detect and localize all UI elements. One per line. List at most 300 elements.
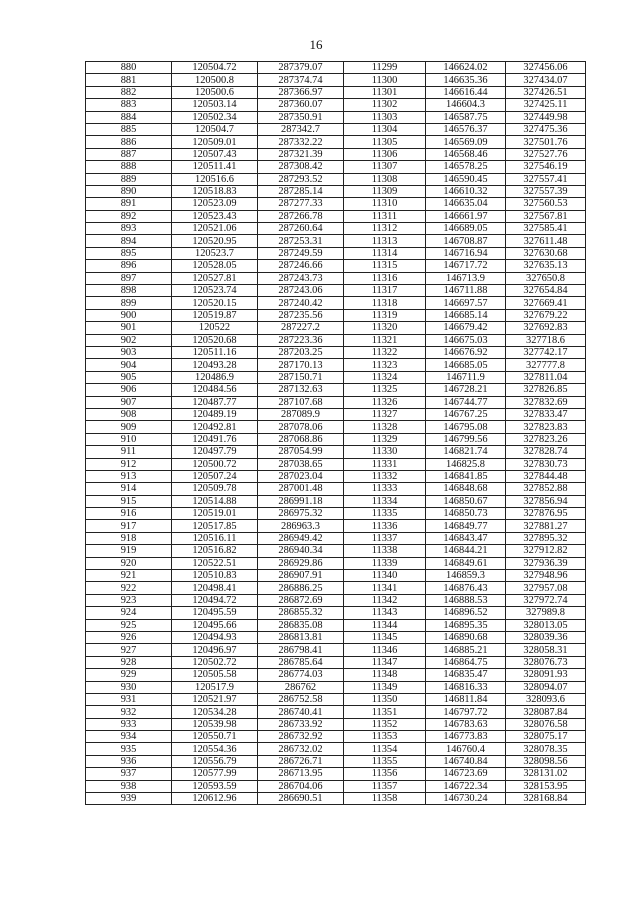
cell-y-coordinate-b: 327560.53 [506, 198, 586, 210]
cell-point-number-a: 921 [86, 570, 172, 582]
cell-y-coordinate-b: 327972.74 [506, 594, 586, 606]
cell-point-number-b: 11336 [344, 520, 426, 532]
cell-x-coordinate-a: 120496.97 [172, 644, 258, 656]
cell-point-number-b: 11355 [344, 755, 426, 767]
cell-x-coordinate-b: 146890.68 [426, 631, 506, 643]
cell-y-coordinate-a: 287246.66 [258, 260, 344, 272]
cell-x-coordinate-b: 146590.45 [426, 173, 506, 185]
cell-y-coordinate-a: 286975.32 [258, 508, 344, 520]
cell-point-number-a: 883 [86, 99, 172, 111]
cell-x-coordinate-a: 120522 [172, 322, 258, 334]
table-row [86, 86, 586, 98]
cell-point-number-a: 919 [86, 545, 172, 557]
cell-point-number-a: 912 [86, 458, 172, 470]
cell-x-coordinate-a: 120484.56 [172, 384, 258, 396]
cell-y-coordinate-b: 328058.31 [506, 644, 586, 656]
table-row [86, 483, 586, 495]
cell-x-coordinate-a: 120502.34 [172, 111, 258, 123]
table-row [86, 384, 586, 396]
cell-x-coordinate-a: 120497.79 [172, 446, 258, 458]
cell-x-coordinate-a: 120500.6 [172, 86, 258, 98]
cell-point-number-b: 11337 [344, 532, 426, 544]
cell-y-coordinate-b: 327635.13 [506, 260, 586, 272]
cell-y-coordinate-a: 286785.64 [258, 656, 344, 668]
table-row [86, 607, 586, 619]
coordinates-table [85, 61, 586, 805]
cell-x-coordinate-b: 146848.68 [426, 483, 506, 495]
cell-x-coordinate-a: 120487.77 [172, 396, 258, 408]
cell-x-coordinate-b: 146635.36 [426, 74, 506, 86]
cell-y-coordinate-a: 287374.74 [258, 74, 344, 86]
cell-y-coordinate-a: 286798.41 [258, 644, 344, 656]
cell-y-coordinate-a: 287170.13 [258, 359, 344, 371]
cell-x-coordinate-a: 120511.41 [172, 161, 258, 173]
cell-y-coordinate-a: 287054.99 [258, 446, 344, 458]
cell-point-number-a: 932 [86, 706, 172, 718]
cell-x-coordinate-b: 146716.94 [426, 247, 506, 259]
cell-point-number-b: 11327 [344, 408, 426, 420]
cell-y-coordinate-a: 287089.9 [258, 408, 344, 420]
cell-point-number-a: 884 [86, 111, 172, 123]
cell-y-coordinate-b: 327654.84 [506, 285, 586, 297]
cell-x-coordinate-b: 146843.47 [426, 532, 506, 544]
cell-point-number-a: 927 [86, 644, 172, 656]
cell-x-coordinate-b: 146895.35 [426, 619, 506, 631]
cell-point-number-b: 11342 [344, 594, 426, 606]
cell-x-coordinate-b: 146816.33 [426, 681, 506, 693]
cell-y-coordinate-a: 287107.68 [258, 396, 344, 408]
cell-y-coordinate-b: 327742.17 [506, 346, 586, 358]
cell-x-coordinate-b: 146610.32 [426, 185, 506, 197]
table-row [86, 359, 586, 371]
cell-point-number-a: 934 [86, 731, 172, 743]
cell-x-coordinate-a: 120498.41 [172, 582, 258, 594]
cell-point-number-a: 891 [86, 198, 172, 210]
cell-point-number-a: 928 [86, 656, 172, 668]
cell-x-coordinate-a: 120519.87 [172, 309, 258, 321]
cell-x-coordinate-a: 120492.81 [172, 421, 258, 433]
cell-point-number-a: 911 [86, 446, 172, 458]
cell-point-number-b: 11312 [344, 223, 426, 235]
cell-x-coordinate-b: 146568.46 [426, 148, 506, 160]
cell-x-coordinate-a: 120489.19 [172, 408, 258, 420]
cell-point-number-a: 899 [86, 297, 172, 309]
cell-x-coordinate-b: 146728.21 [426, 384, 506, 396]
cell-x-coordinate-a: 120521.97 [172, 693, 258, 705]
cell-x-coordinate-a: 120509.01 [172, 136, 258, 148]
cell-x-coordinate-b: 146713.9 [426, 272, 506, 284]
cell-point-number-a: 925 [86, 619, 172, 631]
cell-y-coordinate-a: 286949.42 [258, 532, 344, 544]
cell-y-coordinate-a: 287203.25 [258, 346, 344, 358]
cell-point-number-b: 11330 [344, 446, 426, 458]
cell-y-coordinate-a: 287227.2 [258, 322, 344, 334]
cell-y-coordinate-b: 328013.05 [506, 619, 586, 631]
cell-point-number-a: 902 [86, 334, 172, 346]
cell-y-coordinate-b: 327823.83 [506, 421, 586, 433]
cell-x-coordinate-a: 120523.43 [172, 210, 258, 222]
cell-x-coordinate-a: 120539.98 [172, 718, 258, 730]
cell-x-coordinate-b: 146849.61 [426, 557, 506, 569]
cell-x-coordinate-a: 120505.58 [172, 669, 258, 681]
table-row [86, 644, 586, 656]
cell-point-number-a: 923 [86, 594, 172, 606]
cell-x-coordinate-a: 120516.6 [172, 173, 258, 185]
cell-y-coordinate-a: 286752.58 [258, 693, 344, 705]
cell-y-coordinate-a: 286713.95 [258, 768, 344, 780]
table-row [86, 309, 586, 321]
table-row [86, 631, 586, 643]
cell-x-coordinate-a: 120503.14 [172, 99, 258, 111]
cell-x-coordinate-a: 120504.72 [172, 62, 258, 74]
cell-point-number-a: 926 [86, 631, 172, 643]
table-row [86, 297, 586, 309]
cell-y-coordinate-a: 286991.18 [258, 495, 344, 507]
table-row [86, 74, 586, 86]
cell-x-coordinate-b: 146783.63 [426, 718, 506, 730]
cell-point-number-a: 894 [86, 235, 172, 247]
cell-point-number-b: 11328 [344, 421, 426, 433]
cell-y-coordinate-b: 327832.69 [506, 396, 586, 408]
cell-x-coordinate-a: 120527.81 [172, 272, 258, 284]
cell-x-coordinate-b: 146844.21 [426, 545, 506, 557]
cell-point-number-a: 897 [86, 272, 172, 284]
cell-y-coordinate-b: 327557.41 [506, 173, 586, 185]
table-row [86, 247, 586, 259]
cell-x-coordinate-a: 120500.72 [172, 458, 258, 470]
cell-x-coordinate-b: 146773.83 [426, 731, 506, 743]
cell-x-coordinate-a: 120491.76 [172, 433, 258, 445]
cell-point-number-a: 898 [86, 285, 172, 297]
table-row [86, 594, 586, 606]
cell-point-number-b: 11323 [344, 359, 426, 371]
cell-point-number-b: 11306 [344, 148, 426, 160]
cell-point-number-b: 11339 [344, 557, 426, 569]
cell-x-coordinate-a: 120550.71 [172, 731, 258, 743]
cell-point-number-b: 11322 [344, 346, 426, 358]
cell-x-coordinate-a: 120520.95 [172, 235, 258, 247]
cell-point-number-a: 930 [86, 681, 172, 693]
table-row [86, 62, 586, 74]
cell-y-coordinate-b: 327585.41 [506, 223, 586, 235]
cell-point-number-a: 887 [86, 148, 172, 160]
cell-y-coordinate-b: 328075.17 [506, 731, 586, 743]
cell-point-number-a: 908 [86, 408, 172, 420]
cell-x-coordinate-a: 120519.01 [172, 508, 258, 520]
cell-x-coordinate-b: 146722.34 [426, 780, 506, 792]
table-row [86, 334, 586, 346]
cell-x-coordinate-b: 146587.75 [426, 111, 506, 123]
cell-x-coordinate-b: 146697.57 [426, 297, 506, 309]
cell-x-coordinate-a: 120534.28 [172, 706, 258, 718]
cell-x-coordinate-b: 146744.77 [426, 396, 506, 408]
cell-x-coordinate-b: 146661.97 [426, 210, 506, 222]
cell-point-number-a: 907 [86, 396, 172, 408]
cell-y-coordinate-b: 327833.47 [506, 408, 586, 420]
cell-x-coordinate-b: 146760.4 [426, 743, 506, 755]
cell-x-coordinate-a: 120507.43 [172, 148, 258, 160]
cell-point-number-b: 11343 [344, 607, 426, 619]
cell-y-coordinate-b: 327895.32 [506, 532, 586, 544]
cell-point-number-b: 11317 [344, 285, 426, 297]
cell-x-coordinate-b: 146616.44 [426, 86, 506, 98]
cell-point-number-a: 936 [86, 755, 172, 767]
cell-y-coordinate-b: 327434.07 [506, 74, 586, 86]
cell-y-coordinate-a: 286732.92 [258, 731, 344, 743]
cell-x-coordinate-a: 120495.66 [172, 619, 258, 631]
cell-x-coordinate-b: 146604.3 [426, 99, 506, 111]
table-row [86, 706, 586, 718]
cell-point-number-a: 903 [86, 346, 172, 358]
cell-x-coordinate-a: 120500.8 [172, 74, 258, 86]
cell-point-number-b: 11349 [344, 681, 426, 693]
cell-point-number-b: 11331 [344, 458, 426, 470]
cell-y-coordinate-a: 286872.69 [258, 594, 344, 606]
cell-x-coordinate-b: 146730.24 [426, 793, 506, 805]
cell-x-coordinate-b: 146675.03 [426, 334, 506, 346]
cell-point-number-a: 914 [86, 483, 172, 495]
cell-point-number-a: 922 [86, 582, 172, 594]
cell-y-coordinate-a: 286690.51 [258, 793, 344, 805]
cell-point-number-b: 11334 [344, 495, 426, 507]
cell-point-number-b: 11356 [344, 768, 426, 780]
table-row [86, 322, 586, 334]
cell-point-number-b: 11345 [344, 631, 426, 643]
cell-point-number-a: 900 [86, 309, 172, 321]
table-row [86, 99, 586, 111]
cell-y-coordinate-b: 327557.39 [506, 185, 586, 197]
cell-y-coordinate-b: 328153.95 [506, 780, 586, 792]
cell-y-coordinate-a: 287285.14 [258, 185, 344, 197]
table-row [86, 508, 586, 520]
table-row [86, 755, 586, 767]
cell-x-coordinate-b: 146859.3 [426, 570, 506, 582]
cell-x-coordinate-b: 146864.75 [426, 656, 506, 668]
cell-y-coordinate-b: 328087.84 [506, 706, 586, 718]
cell-y-coordinate-b: 327567.81 [506, 210, 586, 222]
cell-point-number-b: 11341 [344, 582, 426, 594]
cell-point-number-b: 11326 [344, 396, 426, 408]
cell-y-coordinate-a: 287235.56 [258, 309, 344, 321]
cell-point-number-a: 890 [86, 185, 172, 197]
cell-point-number-b: 11348 [344, 669, 426, 681]
table-row [86, 371, 586, 383]
cell-point-number-a: 920 [86, 557, 172, 569]
cell-y-coordinate-b: 327475.36 [506, 123, 586, 135]
cell-y-coordinate-b: 327823.26 [506, 433, 586, 445]
cell-x-coordinate-a: 120494.93 [172, 631, 258, 643]
cell-x-coordinate-b: 146888.53 [426, 594, 506, 606]
cell-point-number-b: 11351 [344, 706, 426, 718]
table-row [86, 495, 586, 507]
cell-point-number-a: 917 [86, 520, 172, 532]
cell-point-number-a: 892 [86, 210, 172, 222]
cell-y-coordinate-a: 287293.52 [258, 173, 344, 185]
table-row [86, 532, 586, 544]
coordinates-table-body [86, 62, 586, 805]
cell-y-coordinate-a: 286762 [258, 681, 344, 693]
cell-y-coordinate-b: 327844.48 [506, 470, 586, 482]
cell-x-coordinate-b: 146811.84 [426, 693, 506, 705]
cell-y-coordinate-a: 287068.86 [258, 433, 344, 445]
cell-x-coordinate-b: 146821.74 [426, 446, 506, 458]
cell-x-coordinate-a: 120554.36 [172, 743, 258, 755]
table-row [86, 173, 586, 185]
cell-x-coordinate-b: 146835.47 [426, 669, 506, 681]
cell-y-coordinate-a: 286855.32 [258, 607, 344, 619]
cell-x-coordinate-b: 146795.08 [426, 421, 506, 433]
cell-point-number-a: 895 [86, 247, 172, 259]
cell-point-number-a: 882 [86, 86, 172, 98]
cell-x-coordinate-a: 120518.83 [172, 185, 258, 197]
cell-y-coordinate-a: 287240.42 [258, 297, 344, 309]
cell-y-coordinate-b: 327811.04 [506, 371, 586, 383]
cell-y-coordinate-a: 287277.33 [258, 198, 344, 210]
cell-y-coordinate-a: 287243.73 [258, 272, 344, 284]
table-row [86, 582, 586, 594]
cell-y-coordinate-b: 327826.85 [506, 384, 586, 396]
cell-y-coordinate-a: 286813.81 [258, 631, 344, 643]
cell-y-coordinate-b: 327630.68 [506, 247, 586, 259]
cell-y-coordinate-a: 286740.41 [258, 706, 344, 718]
cell-y-coordinate-a: 287379.07 [258, 62, 344, 74]
cell-point-number-a: 888 [86, 161, 172, 173]
cell-point-number-b: 11320 [344, 322, 426, 334]
table-row [86, 718, 586, 730]
cell-point-number-a: 893 [86, 223, 172, 235]
cell-x-coordinate-a: 120523.74 [172, 285, 258, 297]
cell-x-coordinate-a: 120577.99 [172, 768, 258, 780]
cell-y-coordinate-a: 286732.02 [258, 743, 344, 755]
cell-x-coordinate-a: 120514.88 [172, 495, 258, 507]
cell-x-coordinate-a: 120556.79 [172, 755, 258, 767]
cell-y-coordinate-b: 327679.22 [506, 309, 586, 321]
cell-point-number-a: 913 [86, 470, 172, 482]
cell-x-coordinate-a: 120504.7 [172, 123, 258, 135]
cell-y-coordinate-a: 286940.34 [258, 545, 344, 557]
cell-y-coordinate-a: 286886.25 [258, 582, 344, 594]
table-row [86, 272, 586, 284]
cell-point-number-b: 11305 [344, 136, 426, 148]
table-row [86, 669, 586, 681]
cell-x-coordinate-b: 146676.92 [426, 346, 506, 358]
cell-point-number-b: 11333 [344, 483, 426, 495]
table-row [86, 396, 586, 408]
cell-x-coordinate-b: 146767.25 [426, 408, 506, 420]
cell-y-coordinate-a: 286774.03 [258, 669, 344, 681]
cell-y-coordinate-a: 286963.3 [258, 520, 344, 532]
cell-x-coordinate-a: 120507.24 [172, 470, 258, 482]
cell-y-coordinate-a: 287132.63 [258, 384, 344, 396]
cell-x-coordinate-b: 146723.69 [426, 768, 506, 780]
cell-y-coordinate-a: 287150.71 [258, 371, 344, 383]
cell-y-coordinate-b: 327449.98 [506, 111, 586, 123]
cell-point-number-b: 11319 [344, 309, 426, 321]
cell-point-number-b: 11358 [344, 793, 426, 805]
cell-y-coordinate-b: 327912.82 [506, 545, 586, 557]
table-row [86, 743, 586, 755]
cell-x-coordinate-b: 146689.05 [426, 223, 506, 235]
cell-x-coordinate-a: 120517.9 [172, 681, 258, 693]
table-row [86, 681, 586, 693]
cell-point-number-a: 924 [86, 607, 172, 619]
cell-y-coordinate-b: 327989.8 [506, 607, 586, 619]
cell-point-number-b: 11350 [344, 693, 426, 705]
cell-x-coordinate-b: 146576.37 [426, 123, 506, 135]
cell-point-number-b: 11318 [344, 297, 426, 309]
cell-point-number-b: 11299 [344, 62, 426, 74]
cell-y-coordinate-a: 286726.71 [258, 755, 344, 767]
table-row [86, 793, 586, 805]
cell-point-number-b: 11344 [344, 619, 426, 631]
table-row [86, 656, 586, 668]
cell-x-coordinate-b: 146635.04 [426, 198, 506, 210]
cell-y-coordinate-a: 287308.42 [258, 161, 344, 173]
cell-point-number-a: 880 [86, 62, 172, 74]
cell-point-number-a: 905 [86, 371, 172, 383]
table-row [86, 161, 586, 173]
cell-y-coordinate-b: 327426.51 [506, 86, 586, 98]
cell-y-coordinate-a: 287366.97 [258, 86, 344, 98]
cell-y-coordinate-b: 328091.93 [506, 669, 586, 681]
cell-y-coordinate-b: 327650.8 [506, 272, 586, 284]
cell-x-coordinate-a: 120612.96 [172, 793, 258, 805]
cell-y-coordinate-a: 287253.31 [258, 235, 344, 247]
cell-point-number-a: 918 [86, 532, 172, 544]
cell-point-number-a: 909 [86, 421, 172, 433]
cell-x-coordinate-a: 120528.05 [172, 260, 258, 272]
cell-y-coordinate-b: 327876.95 [506, 508, 586, 520]
table-row [86, 421, 586, 433]
cell-x-coordinate-a: 120494.72 [172, 594, 258, 606]
cell-x-coordinate-b: 146896.52 [426, 607, 506, 619]
cell-y-coordinate-a: 287350.91 [258, 111, 344, 123]
cell-x-coordinate-a: 120523.09 [172, 198, 258, 210]
cell-y-coordinate-a: 287023.04 [258, 470, 344, 482]
cell-point-number-b: 11309 [344, 185, 426, 197]
cell-x-coordinate-a: 120517.85 [172, 520, 258, 532]
table-row [86, 285, 586, 297]
cell-point-number-b: 11303 [344, 111, 426, 123]
cell-point-number-a: 931 [86, 693, 172, 705]
cell-y-coordinate-b: 327830.73 [506, 458, 586, 470]
table-row [86, 223, 586, 235]
cell-y-coordinate-b: 327611.48 [506, 235, 586, 247]
cell-point-number-b: 11300 [344, 74, 426, 86]
cell-point-number-b: 11316 [344, 272, 426, 284]
table-row [86, 433, 586, 445]
cell-x-coordinate-a: 120522.51 [172, 557, 258, 569]
cell-point-number-b: 11321 [344, 334, 426, 346]
cell-y-coordinate-a: 286907.91 [258, 570, 344, 582]
cell-y-coordinate-b: 327501.76 [506, 136, 586, 148]
cell-x-coordinate-b: 146578.25 [426, 161, 506, 173]
cell-y-coordinate-b: 327425.11 [506, 99, 586, 111]
cell-x-coordinate-b: 146569.09 [426, 136, 506, 148]
cell-point-number-a: 915 [86, 495, 172, 507]
cell-point-number-b: 11308 [344, 173, 426, 185]
table-row [86, 619, 586, 631]
cell-x-coordinate-a: 120520.68 [172, 334, 258, 346]
cell-x-coordinate-b: 146711.9 [426, 371, 506, 383]
cell-y-coordinate-a: 286929.86 [258, 557, 344, 569]
cell-y-coordinate-a: 287321.39 [258, 148, 344, 160]
cell-point-number-b: 11353 [344, 731, 426, 743]
cell-y-coordinate-a: 286733.92 [258, 718, 344, 730]
cell-point-number-a: 939 [86, 793, 172, 805]
cell-x-coordinate-a: 120511.16 [172, 346, 258, 358]
page-number: 16 [309, 37, 323, 52]
